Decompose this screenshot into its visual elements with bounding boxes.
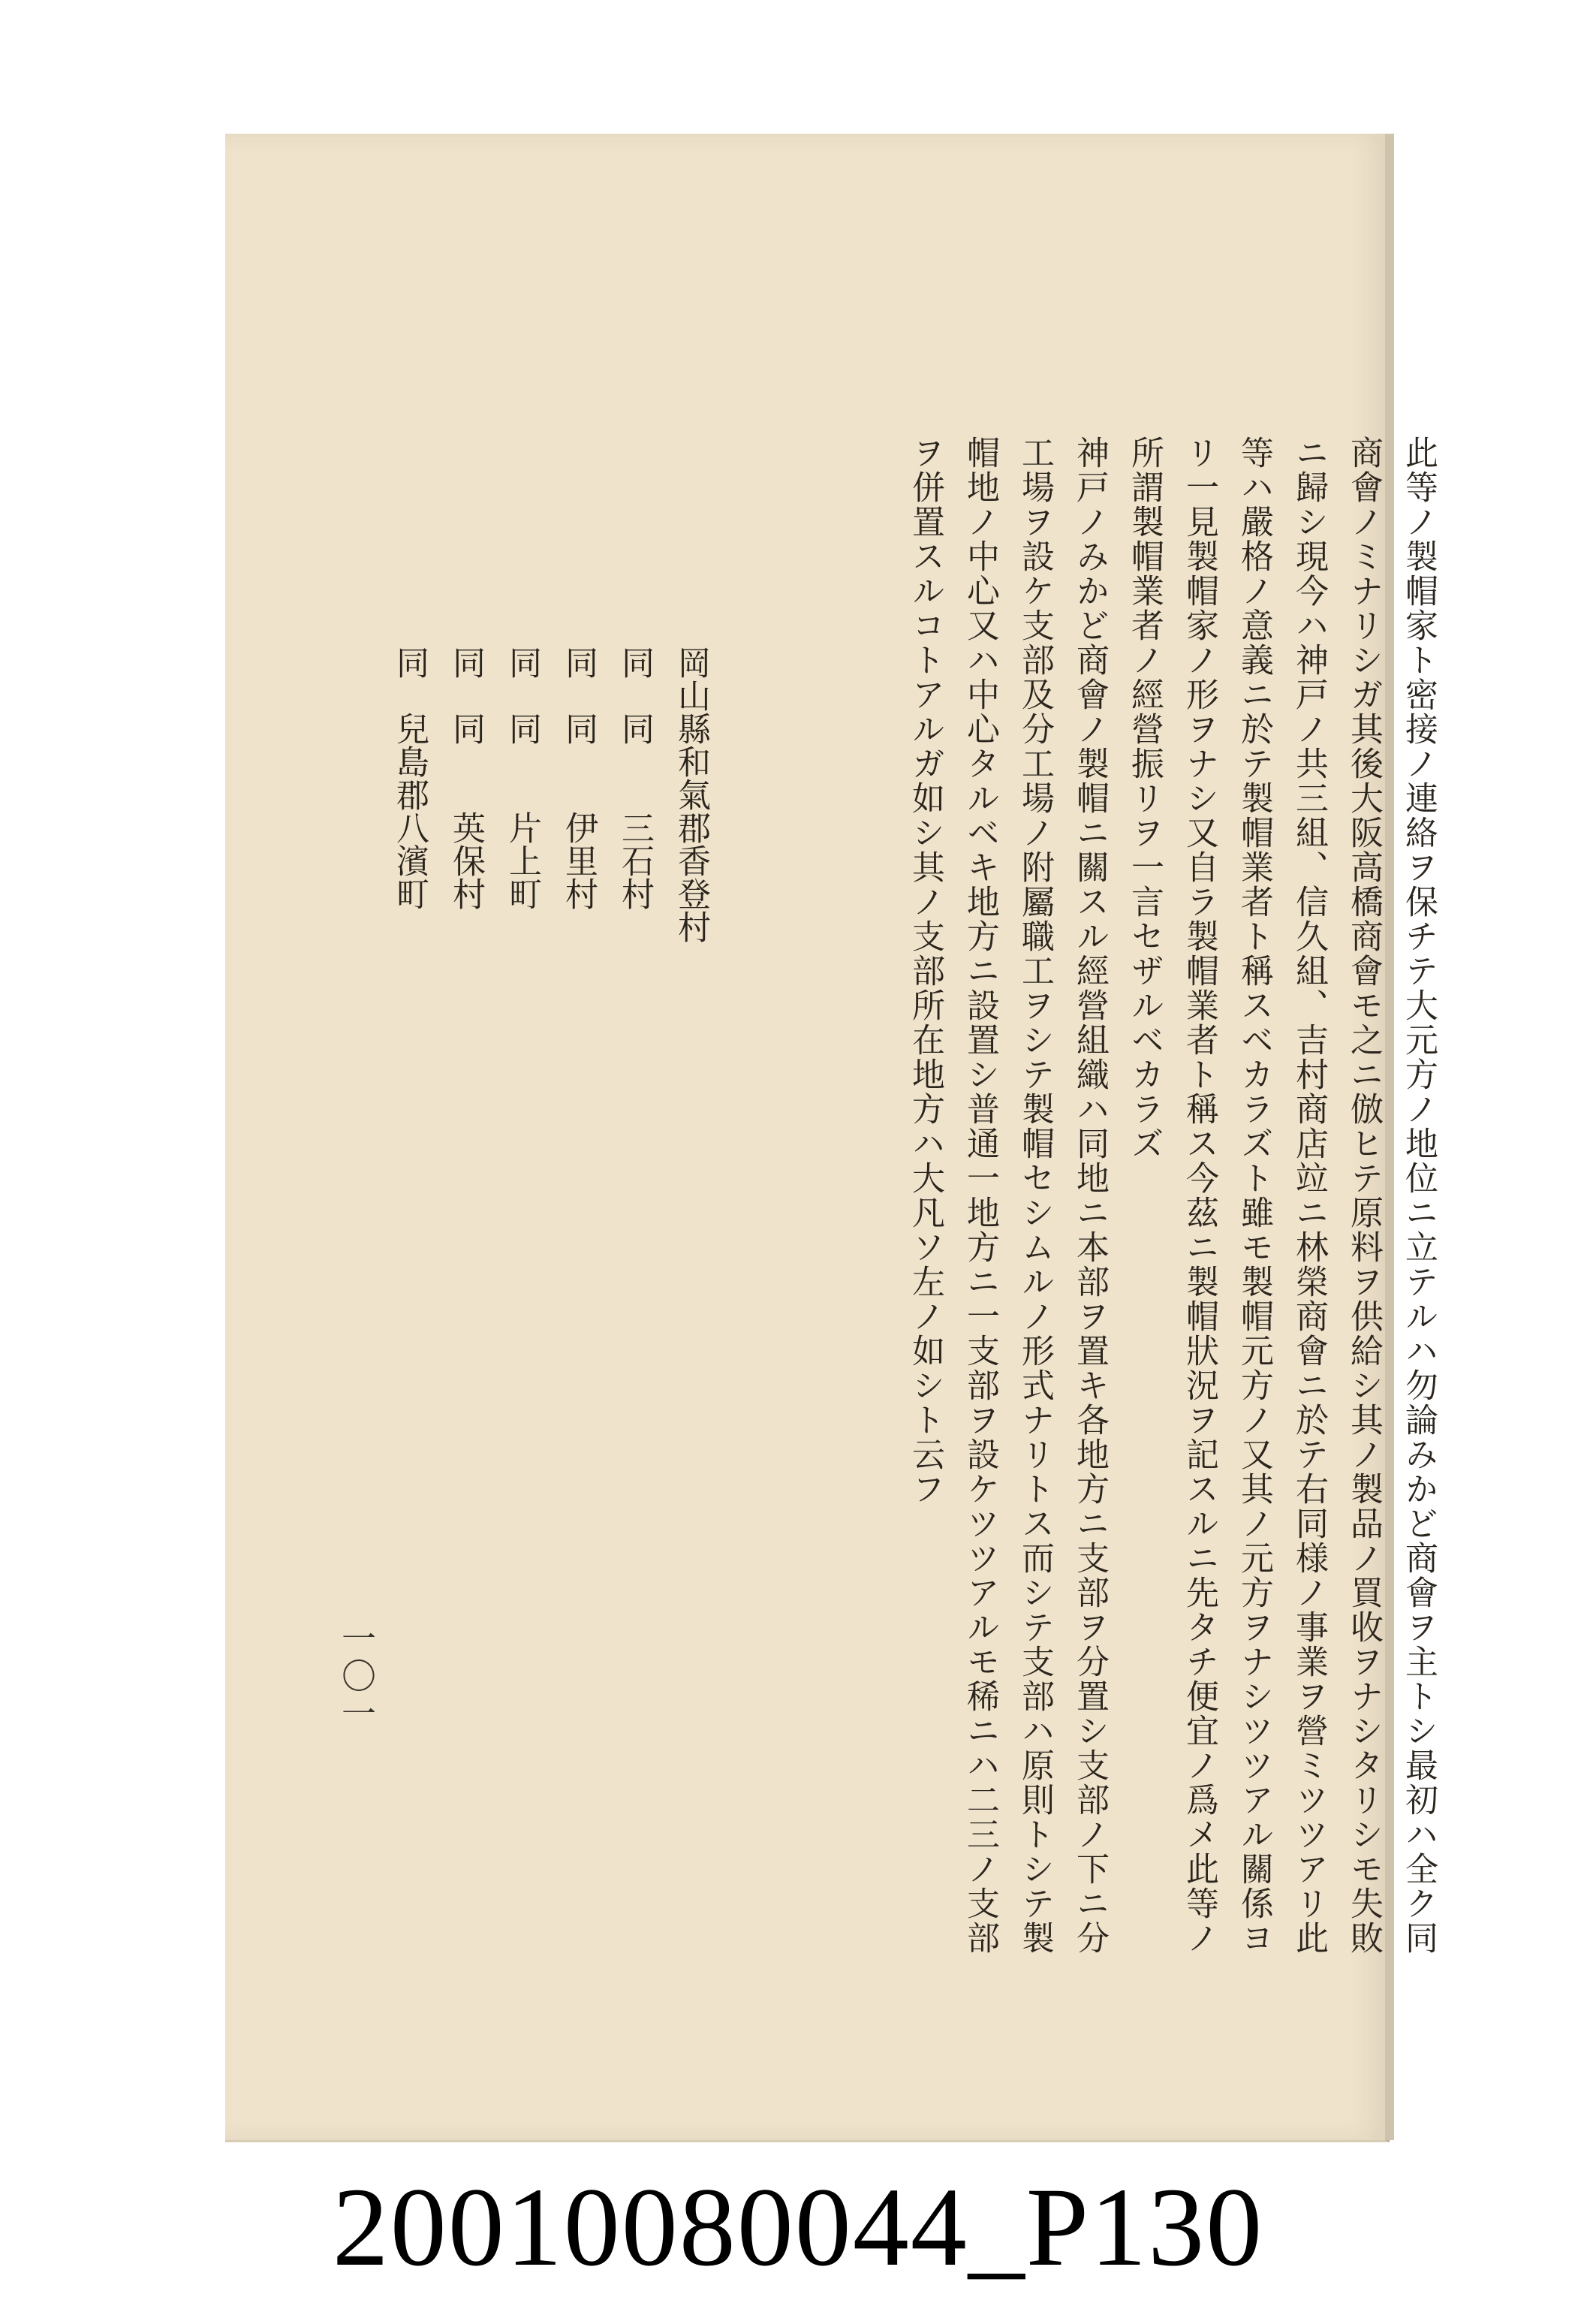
paragraph-line: 神戸ノみかど商會ノ製帽ニ關スル經營組織ハ同地ニ本部ヲ置キ各地方ニ支部ヲ分置シ支部ノ下ニ分	[1071, 436, 1109, 1955]
location-row: 岡山縣和氣郡香登村	[672, 646, 710, 943]
body-text	[898, 436, 1446, 1955]
paragraph-line: 等ハ嚴格ノ意義ニ於テ製帽業者ト稱スベカラズト雖モ製帽元方ノ又其ノ元方ヲナシツツアル關係ヨ	[1235, 436, 1273, 1955]
paragraph-line: ヲ併置スルコトアルガ如シ其ノ支部所在地方ハ大凡ソ左ノ如シト云フ	[906, 436, 944, 1506]
paragraph-line: 帽地ノ中心又ハ中心タルベキ地方ニ設置シ普通一地方ニ一支部ヲ設ケツツアルモ稀ニハ二三ノ支部	[961, 436, 999, 1955]
location-row: 同 同 伊里村	[559, 646, 598, 910]
paragraph-line: 商會ノミナリシガ其後大阪高橋商會モ之ニ倣ヒテ原料ヲ供給シ其ノ製品ノ買收ヲナシタリシモ失敗	[1345, 436, 1383, 1955]
location-row: 同 同 英保村	[447, 646, 485, 910]
paragraph-line: リ一見製帽家ノ形ヲナシ又自ラ製帽業者ト稱ス今茲ニ製帽狀況ヲ記スルニ先タチ便宜ノ爲メ此等ノ	[1180, 436, 1218, 1955]
branch-location-list	[381, 646, 719, 1171]
paragraph-line: 工場ヲ設ケ支部及分工場ノ附屬職工ヲシテ製帽セシムルノ形式ナリトス而シテ支部ハ原則トシテ製	[1016, 436, 1054, 1955]
page-number: 一〇一	[336, 1620, 377, 1733]
paragraph-line: 此等ノ製帽家ト密接ノ連絡ヲ保チテ大元方ノ地位ニ立テルハ勿論みかど商會ヲ主トシ最初ハ全ク同	[1399, 436, 1438, 1955]
location-row: 同 兒島郡八濱町	[390, 646, 429, 910]
paragraph-line: 所謂製帽業者ノ經營振リヲ一言セザルベカラズ	[1125, 436, 1164, 1161]
paragraph-line: ニ歸シ現今ハ神戸ノ共三組、信久組、吉村商店竝ニ林榮商會ニ於テ右同様ノ事業ヲ營ミツツアリ此	[1290, 436, 1328, 1955]
location-row: 同 同 三石村	[616, 646, 654, 910]
image-caption: 20010080044_P130	[332, 2165, 1264, 2289]
location-row: 同 同 片上町	[503, 646, 541, 910]
